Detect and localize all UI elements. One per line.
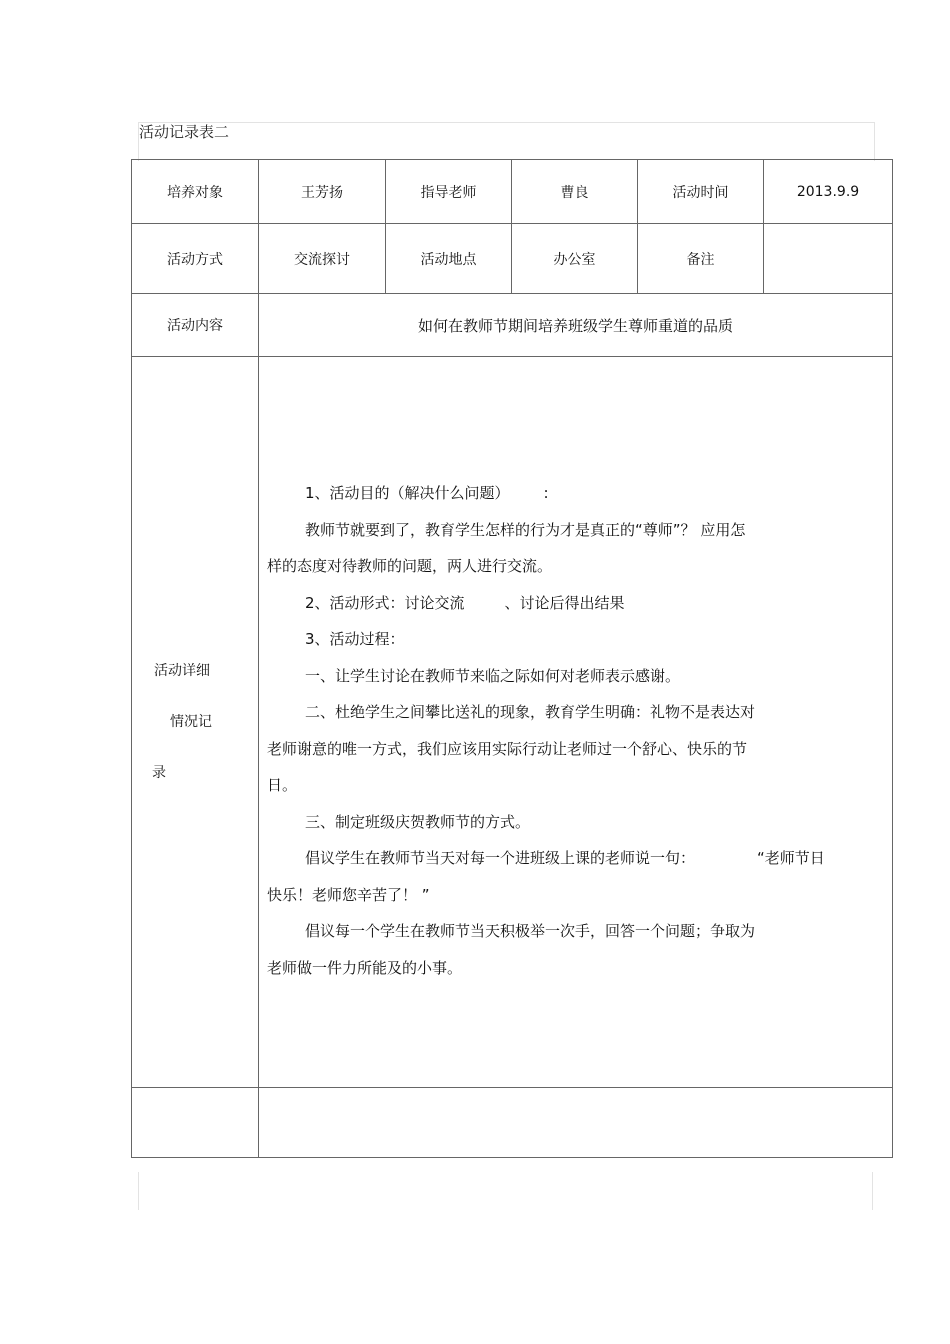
page-frame-bottom-right <box>872 1172 873 1210</box>
detail-paragraph-purpose-body-1: 教师节就要到了，教育学生怎样的行为才是真正的“尊师”？ 应用怎 <box>305 520 746 539</box>
detail-paragraph-step-2-line-2: 老师谢意的唯一方式，我们应该用实际行动让老师过一个舒心、快乐的节 <box>267 739 748 758</box>
detail-paragraph-step-3: 三、制定班级庆贺教师节的方式。 <box>305 812 531 831</box>
table-row-basic-info <box>132 160 893 224</box>
label-activity-time: 活动时间 <box>638 160 764 224</box>
value-activity-method: 交流探讨 <box>259 224 386 294</box>
activity-details-text <box>267 475 877 986</box>
detail-paragraph-proposal-1-line-1: 倡议学生在教师节当天对每一个进班级上课的老师说一句： “老师节日 <box>305 849 825 867</box>
value-supervising-teacher: 曹良 <box>512 160 638 224</box>
activity-details-body <box>259 357 893 1088</box>
table-row-activity-details <box>132 357 893 1088</box>
label-activity-details <box>132 357 259 1088</box>
detail-paragraph-purpose: 1、活动目的（解决什么问题） : <box>305 484 549 502</box>
label-empty-row <box>132 1088 259 1158</box>
label-activity-content: 活动内容 <box>132 294 259 357</box>
detail-paragraph-step-2-line-3: 日。 <box>267 776 298 794</box>
label-details-line-2: 情况记 <box>170 713 212 730</box>
detail-paragraph-purpose-body-2: 样的态度对待教师的问题，两人进行交流。 <box>267 557 553 575</box>
table-row-method-location <box>132 224 893 294</box>
detail-paragraph-process: 3、活动过程： <box>305 630 405 648</box>
table-row-activity-content <box>132 294 893 357</box>
label-supervising-teacher: 指导老师 <box>386 160 512 224</box>
label-cultivation-target: 培养对象 <box>132 160 259 224</box>
detail-paragraph-proposal-2-line-1: 倡议每一个学生在教师节当天积极举一次手，回答一个问题；争取为 <box>305 922 756 940</box>
label-details-line-3: 录 <box>152 764 166 781</box>
value-cultivation-target: 王芳扬 <box>259 160 386 224</box>
detail-paragraph-step-1: 一、让学生讨论在教师节来临之际如何对老师表示感谢。 <box>305 666 681 685</box>
detail-paragraph-form: 2、活动形式：讨论交流 、讨论后得出结果 <box>305 593 625 612</box>
label-activity-method: 活动方式 <box>132 224 259 294</box>
document-title: 活动记录表二 <box>139 123 230 141</box>
label-details-line-1: 活动详细 <box>154 662 210 679</box>
detail-paragraph-proposal-1-line-2: 快乐！老师您辛苦了！ ” <box>267 885 430 904</box>
table-row-empty <box>132 1088 893 1158</box>
value-activity-content: 如何在教师节期间培养班级学生尊师重道的品质 <box>259 294 893 357</box>
activity-record-table <box>131 159 893 1158</box>
detail-paragraph-step-2-line-1: 二、杜绝学生之间攀比送礼的现象，教育学生明确：礼物不是表达对 <box>305 703 756 721</box>
detail-paragraph-proposal-2-line-2: 老师做一件力所能及的小事。 <box>267 958 463 977</box>
value-remark <box>764 224 893 294</box>
label-remark: 备注 <box>638 224 764 294</box>
page-frame-bottom-left <box>138 1172 139 1210</box>
value-empty-row <box>259 1088 893 1158</box>
label-activity-location: 活动地点 <box>386 224 512 294</box>
page-frame-top <box>138 122 875 161</box>
value-activity-location: 办公室 <box>512 224 638 294</box>
value-activity-time: 2013.9.9 <box>764 160 893 224</box>
